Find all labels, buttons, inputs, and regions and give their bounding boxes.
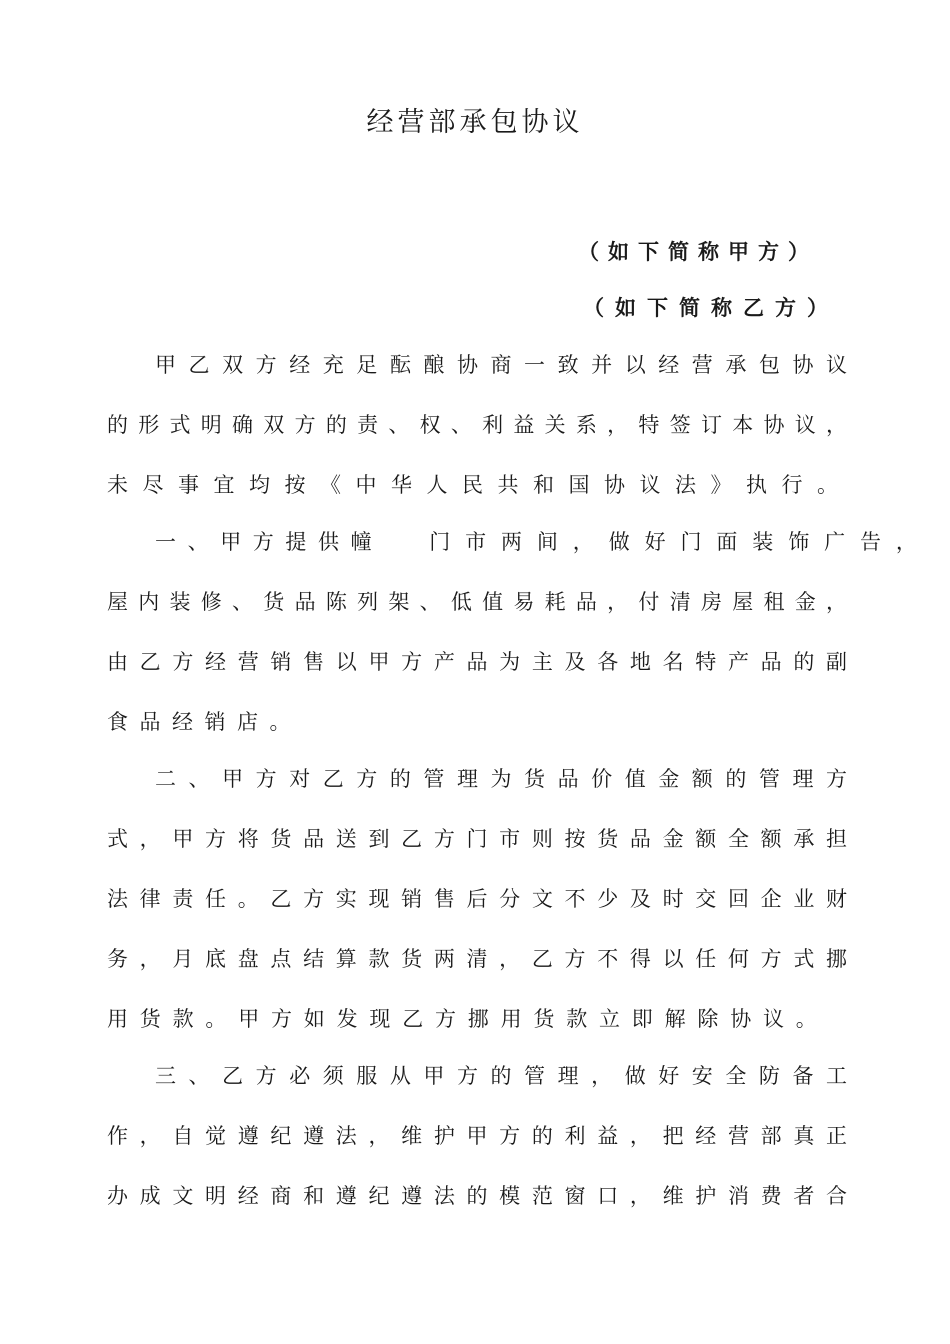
- paragraph-line: 屋内装修、货品陈列架、低值易耗品，付清房屋租金，: [107, 590, 847, 614]
- paragraph-line: 未尽事宜均按《中华人民共和国协议法》执行。: [107, 473, 853, 497]
- paragraph-line: [155, 525, 932, 559]
- paragraph-line: 食品经销店。: [107, 710, 302, 734]
- paragraph-line: 用货款。甲方如发现乙方挪用货款立即解除协议。: [107, 1007, 829, 1031]
- paragraph-line: 由乙方经营销售以甲方产品为主及各地名特产品的副: [107, 650, 847, 674]
- clause-one-end: 门市两间，做好门面装饰广告，: [429, 530, 932, 554]
- paragraph-line: 的形式明确双方的责、权、利益关系，特签订本协议，: [107, 413, 847, 437]
- document-title: 经营部承包协议: [366, 107, 584, 138]
- paragraph-line: 办成文明经商和遵纪遵法的模范窗口，维护消费者合: [107, 1184, 847, 1208]
- party-a-label: （如下简称甲方）: [578, 239, 818, 264]
- paragraph-line: 务，月底盘点结算款货两清，乙方不得以任何方式挪: [107, 947, 847, 971]
- paragraph-line: 三、乙方必须服从甲方的管理，做好安全防备工: [155, 1064, 847, 1088]
- party-b-label: （如下简称乙方）: [583, 295, 839, 320]
- paragraph-line: 二、甲方对乙方的管理为货品价值金额的管理方: [155, 767, 847, 791]
- paragraph-line: 作，自觉遵纪遵法，维护甲方的利益，把经营部真正: [107, 1124, 847, 1148]
- paragraph-line: 甲乙双方经充足酝酿协商一致并以经营承包协议: [155, 353, 847, 377]
- paragraph-line: 式，甲方将货品送到乙方门市则按货品金额全额承担: [107, 827, 847, 851]
- paragraph-line: 法律责任。乙方实现销售后分文不少及时交回企业财: [107, 887, 847, 911]
- clause-one-start: 一、甲方提供幢: [155, 530, 384, 554]
